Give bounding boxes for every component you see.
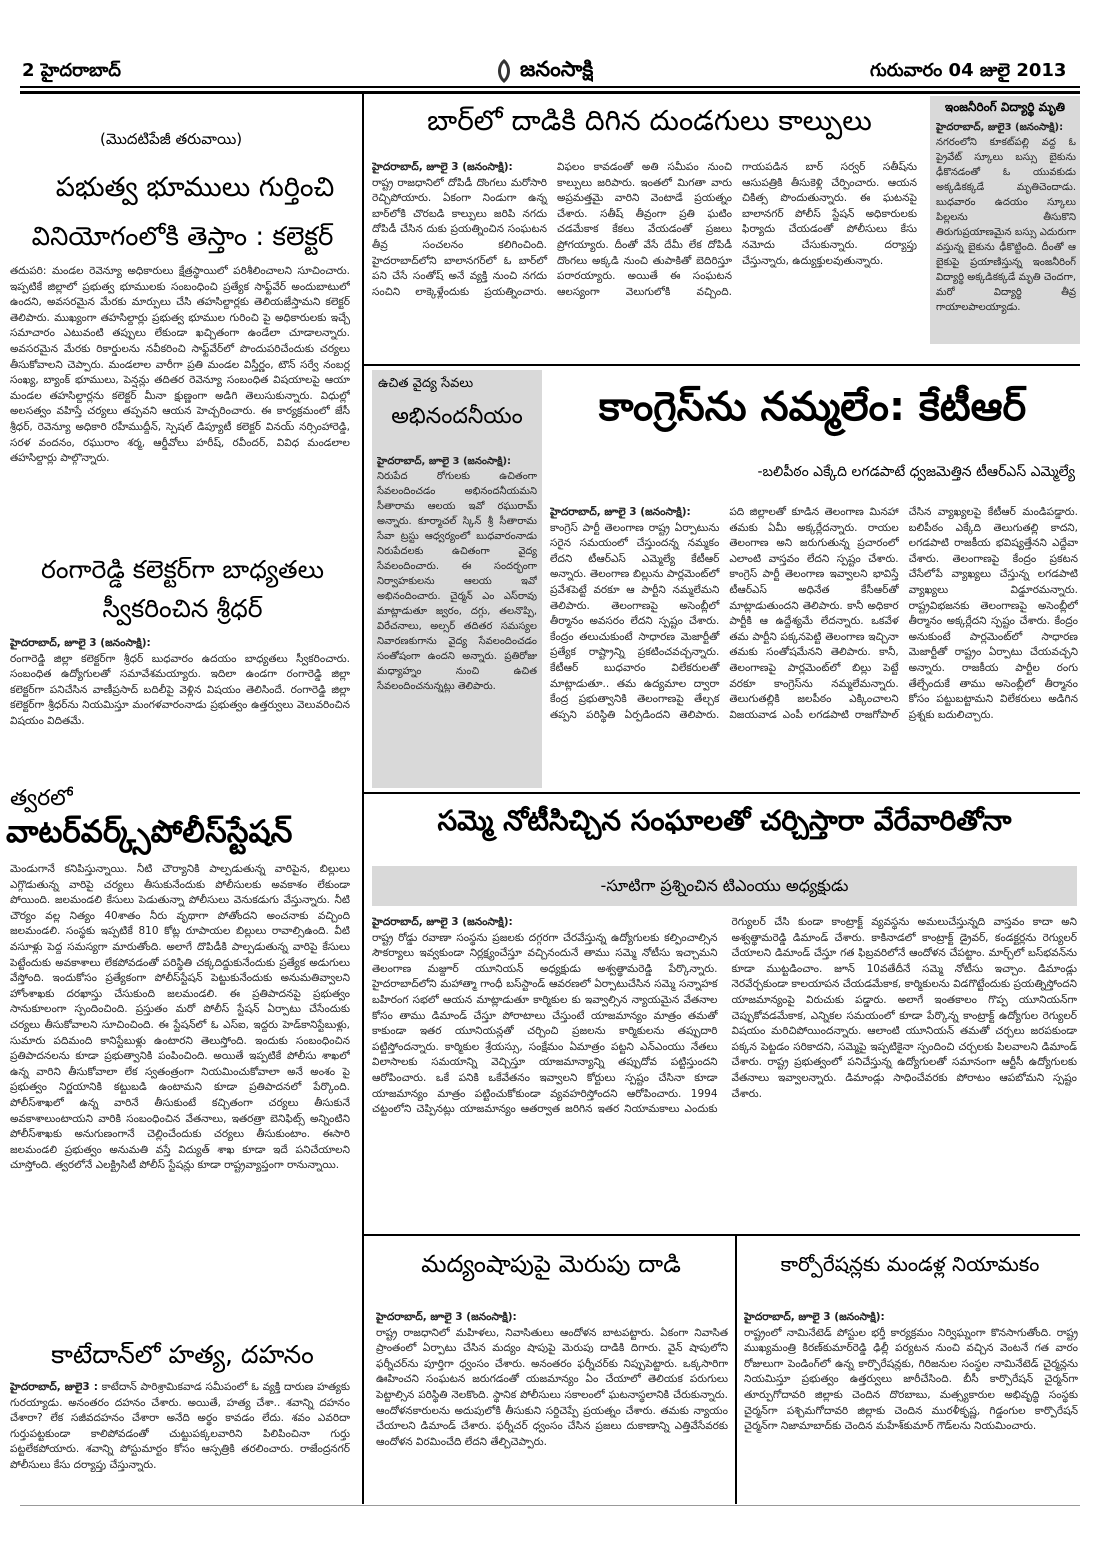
headline-ktr: కాంగ్రెస్‌ను నమ్మలేం: కేటీఆర్ xyxy=(598,384,1027,430)
article-free-medical-dateline: హైదరాబాద్, జూలై 3 (జనంసాక్షి): xyxy=(377,456,512,467)
article-bar-firing-dateline: హైదరాబాద్, జూలై 3 (జనంసాక్షి): xyxy=(372,161,513,173)
section-rule-2 xyxy=(364,792,1080,794)
article-strike-body xyxy=(372,915,1077,1230)
article-liquor-text: రాష్ట్ర రాజధానిలో మహిళలు, నివాసితులు ఆందోళన బాటపట్టారు. ఏకంగా నివాసిత ప్రాంతంలో ఏర్పాటు చేసిన మద్యం షాపుపై మెరుపు దాడికి దిగారు. వైన్ షాపులోని ఫర్నీచర్‌ను పూర్తిగా ధ్వంసం చేశారు. అనంతరం ఫర్నీచర్‌కు నిప్పుపెట్టారు. ఒక్కసారిగా ఊహించని సంఘటన జరుగడంతో యజమాన్యం ఏం చేయాలో తెలియక పరుగులు పెట్టాల్సిన పరిస్థితి నెలకొంది. స్థానిక పోలీసులు సకాలంలో ఘటనాస్థలానికి చేరుకున్నారు. ఆందోళనకారులను అదుపులోకి తీసుకుని సర్దిచెప్పే ప్రయత్నం చేశారు. తమకు న్యాయం చేయాలని డిమాండ్ చేశారు. ఫర్నీచర్ ధ్వంసం చేసిన ప్రజలు దుకాణాన్ని ఎత్తివేసేవరకు ఆందోళన విరమించేది లేదని తేల్చిచెప్పారు. xyxy=(376,1326,728,1448)
subhead-strike: -సూటిగా ప్రశ్నించిన టిఎంయు అధ్యక్షుడు xyxy=(600,876,849,895)
article-strike-text: రాష్ట్ర రోడ్డు రవాణా సంస్థను ప్రజలకు దగ్గరగా చేరవేస్తున్న ఉద్యోగులకు కల్పించాల్సిన సౌకర్యాలు ఇవ్వకుండా నిర్లక్ష్యంచేస్తూ వచ్చినందునే తాము సమ్మె నోటీసు ఇచ్చామని తెలంగాణ మజ్దూర్ యూనియన్ అధ్యక్షుడు అశ్వత్థామరెడ్డి పేర్కొన్నారు. హైదరాబాద్‌లోని మహాత్మా గాంధీ బస్‌స్టాండ్ ఆవరణలో ఏర్పాటుచేసిన సమ్మె సన్నాహక బహిరంగ సభలో ఆయన మాట్లాడుతూ కార్మికుల కు ఇవ్వాల్సిన న్యాయమైన వేతనాల కోసం తాము డిమాండ్ చేస్తూ పోరాటాలు చేస్తుంటే యాజమాన్యం మాత్రం తమతో కాకుండా ఇతర యూనియన్లతో చర్చించి ప్రజలను కార్మికులను తప్పుదారి పట్టిస్తోందన్నారు. కార్మికుల శ్రేయస్సు, సంక్షేమం ఏమాత్రం పట్టని ఎన్ఎంయు నేతలు విలాసాలకు సమయాన్ని వెచ్చిస్తూ యాజమాన్యాన్ని తప్పుదోవ పట్టిస్తుందని ఆరోపించారు. ఒకే పనికి ఒకేవేతనం ఇవ్వాలని కోర్టులు స్పష్టం చేసినా కూడా యాజమాన్యం మాత్రం పట్టించుకోకుండా వ్యవహరిస్తోందని ఆరోపించారు. 1994 చట్టంలోని చెప్పినట్లు యాజమాన్యం ఆతర్వాత జరిగిన ఇతర నియామకాలు ఎందుకు రెగ్యులర్ చేసి కుండా కాంట్రాక్ట్ వ్యవస్థను అమలుచేస్తున్నది వాస్తవం కాదా అని అశ్వత్థామరెడ్డి డిమాండ్ చేశారు. కాకినాడలో కాంట్రాక్ట్ డ్రైవర్, కండక్టర్లను రెగ్యులర్ చేయాలని డిమాండ్ చేస్తూ గత ఫిబ్రవరిలోనే ఆందోళన చేపట్టాం. మార్చ్‌లో బస్‌భవన్‌ను కూడా ముట్టడించాం. జూన్ 10వతేదీనే సమ్మె నోటీసు ఇచ్చాం. డిమాండ్లు నెరవేర్చకుండా కాలయాపన చేయడమేకాక, కార్మికులను విడగొట్టేందుకు ప్రయత్నిస్తోందని యాజమాన్యంపై విరుచుకు పడ్డారు. అలాగే ఇంతకాలం గొప్ప యూనియన్‌గా చెప్పుకోవడమేకాక, ఎన్నికల సమయంలో కూడా పేర్కొన్న కాంట్రాక్ట్ ఉద్యోగుల రెగ్యులర్ విషయం మరిచిపోయిందన్నారు. ఆలాంటి యూనియన్ తమతో చర్చలు జరపకుండా పక్కన పెట్టడం సరికాదని, సమ్మెపై ఇప్పటికైనా స్పందించి చర్చలకు పిలవాలని డిమాండ్ చేశారు. రాష్ట్ర ప్రభుత్వంలో పనిచేస్తున్న ఉద్యోగులతో సమానంగా ఆర్టీసీ ఉద్యోగులకు వేతనాలు ఇవ్వాలన్నారు. డిమాండ్లు సాధించేవరకు పోరాటం ఆపబోమని స్పష్టం చేశారు. xyxy=(372,916,1077,1116)
article-katedan-body xyxy=(10,1380,350,1505)
article-engineering-text: నగరంలోని కూకట్‌పల్లి వద్ద ఓ ప్రైవేట్ స్కూలు బస్సు బైకును ఢీకొనడంతో ఓ యువకుడు అక్కడికక్కడే మృతిచెందాడు. బుధవారం ఉదయం స్కూలు పిల్లలను తీసుకొని తిరుగుప్రయాణమైన బస్సు ఎదురుగా వస్తున్న బైకును ఢీకొట్టింది. దీంతో ఆ బైకుపై ప్రయాణిస్తున్న ఇంజనీరింగ్ విద్యార్థి అక్కడికక్కడే మృతి చెందగా, మరో విద్యార్థి తీవ్ర గాయాలపాలయ్యాడు. xyxy=(936,137,1076,313)
article-govt-lands-body: తదుపరి: మండల రెవెన్యూ అధికారులు క్షేత్రస్థాయిలో పరిశీలించాలని సూచించారు. ఇప్పటికే జిల్లాలో ప్రభుత్వ భూములకు సంబంధించి ప్రత్యేక సాఫ్ట్‌వేర్ అందుబాటులో ఉందని, అవసరమైన మేరకు మార్పులు చేసి తహసిల్దార్లకు తెలియజేస్తామని కలెక్టర్ తెలిపారు. ముఖ్యంగా తహసిల్దార్లు ప్రభుత్వ భూముల గురించి పై అధికారులకు ఇచ్చే సమాచారం ఎటువంటి తప్పులు లేకుండా ఖచ్చితంగా ఉండేలా చూడాలన్నారు. అవసరమైన మేరకు రికార్డులను నవీకరించి సాఫ్ట్‌వేర్‌లో పొందుపరిచేందుకు చర్యలు తీసుకోవాలని చెప్పారు. మండలాల వారీగా ప్రతి మండల విస్తీర్ణం, టౌన్ సర్వే నంబర్ల సంఖ్య, బ్యాంక్ భూములు, పెన్షన్లు తదితర రెవెన్యూ సంబంధిత విషయాలపై ఆయా మండల తహసిల్దార్లను కలెక్టర్ మీనా క్షుణ్ణంగా అడిగి తెలుసుకున్నారు. విధుల్లో అలసత్వం వహిస్తే చర్యలు తప్పవని ఆయన హెచ్చరించారు. ఈ కార్యక్రమంలో జేసీ శ్రీధర్, రెవెన్యూ అధికారి రహీముద్దీన్, స్పెషల్ డిప్యూటీ కలెక్టర్ వినయ్ నర్సింహారెడ్డి, సరళ వందనం, రఘురాం శర్మ, ఆర్డీవోలు హరీష్, రవీందర్, వివిధ మండలాల తహసిల్దార్లు పాల్గొన్నారు. xyxy=(10,265,350,465)
article-katedan-dateline: హైదరాబాద్, జులై3 : xyxy=(10,1381,98,1393)
article-katedan-text: కాటేదాన్ పారిశ్రామికవాడ సమీపంలో ఓ వ్యక్తి దారుణ హత్యకు గురయ్యాడు. అనంతరం దహనం చేశారు. అయితే, హత్య చేశా.. శవాన్ని దహనం చేశారా? లేక సజీవదహనం చేశారా అనేది అర్థం కావడం లేదు. శవం ఎవరిదా గుర్తుపట్టకుండా కాలిపోవడంతో చుట్టుపక్కలవారిని పిలిపించినా గుర్తు పట్టలేకపోయారు. శవాన్ని పోస్టుమార్టం కోసం ఆస్పత్రికి తరలించారు. రాజేంద్రనగర్ పోలీసులు కేసు దర్యాప్తు చేస్తున్నారు. xyxy=(10,1381,350,1471)
article-bar-firing-text: రాష్ట్ర రాజధానిలో దోపిడీ దొంగలు మరోసారి రెచ్చిపోయారు. ఏకంగా నిండుగా ఉన్న బార్‌లోకి చొరబడి కాల్పులు జరిపి నగదు దోపిడీ చేసిన దుకు ప్రయత్నించిన సంఘటన తీవ్ర సంచలనం కలిగించింది. హైదరాబాద్‌లోని బాలానగర్‌లో ఓ బార్‌లో పని చేసే సంతోష్ అనే వ్యక్తి నుంచి నగదు సంచిని లాక్కెళ్లేందుకు ప్రయత్నించారు. విఫలం కావడంతో అతి సమీపం నుంచి కాల్పులు జరిపారు. ఇంతలో మిగతా వారు అప్రమత్తమై వారిని వెంటాడే ప్రయత్నం చేశారు. సతీష్ తీవ్రంగా ప్రతి ఘటిం చడమేకాక కేకలు వేయడంతో ప్రజలు ప్రోగయ్యారు. దీంతో వేసే దేమీ లేక దోపిడీ దొంగలు అక్కడి నుంచి తుపాకితో బెదిరిస్తూ పరారయ్యారు. అయితే ఈ సంఘటన ఆలస్యంగా వెలుగులోకి వచ్చింది. గాయపడిన బార్ సర్వర్ సతీష్‌ను ఆసుపత్రికి తీసుకెళ్లి చేర్పించారు. ఆయన చికిత్స పొందుతున్నారు. ఈ ఘటనపై బాలానగర్ పోలీస్ స్టేషన్ అధికారులకు ఫిర్యాదు చేయడంతో పోలీసులు కేసు నమోదు చేసుకున్నారు. దర్యాప్తు చేస్తున్నారు, ఉద్యుక్తులవుతున్నారు. xyxy=(372,161,917,298)
headline-govt-lands-2: వినియోగంలోకి తెస్తాం : కలెక్టర్ xyxy=(31,222,334,252)
continued-note: (మొదటిపేజీ తరువాయి) xyxy=(100,130,243,148)
subhead-ktr: -బలిపీఠం ఎక్కేది లగడపాటే ధ్వజమెత్తిన టీఆర్ఎస్ ఎమ్మెల్యే xyxy=(757,464,1075,480)
masthead-title: జనంసాక్షి xyxy=(520,57,594,81)
headline-katedan: కాటేదాన్‌లో హత్య, దహనం xyxy=(51,1340,314,1369)
article-waterworks-body: మెండుగానే కనిపిస్తున్నాయి. నీటి చౌర్యానికి పాల్పడుతున్న వారిపైన, బిల్లులు ఎగ్గొడుతున్న వారిపై చర్యలు తీసుకునేందుకు పోలీసులకు అవకాశం లేకుండా పోయింది. జలమండలి కేసులు పెడుతున్నా పోలీసులు వెనుకడుగు వేస్తున్నారు. నీటి చౌర్యం వల్ల నిత్యం 40శాతం నీరు వృథాగా పోతోందని అంచనాకు వచ్చింది జలమండలి. సంస్థకు ఇప్పటికే 810 కోట్ల రూపాయల బిల్లులు రావాల్సిఉంది. వీటి వసూళ్లు పెద్ద సమస్యగా మారుతోంది. అలాగే దొపిడీకి పాల్పడుతున్న వారిపై కేసులు పెట్టేందుకు అవకాశాలు లేకపోవడంతో పరిస్థితి చక్కదిద్దుకునేందుకు ప్రత్యేక అడుగులు వేస్తోంది. ఇందుకోసం ప్రత్యేకంగా పోలీస్‌స్టేషన్ పెట్టుకునేందుకు అనుమతివ్వాలని హోంశాఖకు దరఖాస్తు చేసుకుంది జలమండలి. ఈ ప్రతిపాదనపై ప్రభుత్వం సానుకూలంగా స్పందించింది. ప్రస్తుతం మరో పోలీస్ స్టేషన్ ఏర్పాటు చేసేందుకు చర్యలు తీసుకోవాలని సూచించింది. ఈ స్టేషన్‌లో ఓ ఎస్ఐ, ఇద్దరు హెడ్‌కానిస్టేబుళ్లు, సుమారు పదిమంది కానిస్టేబుళ్లు ఉంటారని తెలుస్తోంది. ఇందుకు సంబంధించిన ప్రతిపాదనలను కూడా ప్రభుత్వానికి పంపించింది. అయితే ఇప్పటికే పోలీసు శాఖలో ఉన్న వారిని తీసుకోవాలా లేక స్వతంత్రంగా నియమించుకోవాలా అనే అంశం పై ప్రభుత్వం నిర్ణయానికి కట్టుబడి ఉంటామని కూడా ప్రతిపాదనలో పేర్కొంది. పోలీస్‌శాఖలో ఉన్న వారినే తీసుకుంటే కచ్చితంగా చర్యలు తీసుకునే అవకాశాలుంటాయని వారికి సంబంధించిన వేతనాలు, ఇతరత్రా బెనిఫిట్స్ అన్నింటిని పోలీస్‌శాఖకు అనుగుణంగానే చెల్లించేందుకు చర్యలు తీసుకుంటాం. ఈసారి జలమండలి ప్రభుత్వం అనుమతి వస్తే విద్యుత్ శాఖ కూడా ఇదే పనిచేయాలని చూస్తోంది. త్వరలోనే ఎలక్ట్రిసిటీ పోలీస్ స్టేషన్లు కూడా రాష్ట్రవ్యాప్తంగా రానున్నాయి. xyxy=(10,863,350,1172)
headline-strike: సమ్మె నోటీసిచ్చిన సంఘాలతో చర్చిస్తారా వేరేవారితోనా xyxy=(437,804,1012,837)
article-engineering-body xyxy=(936,120,1076,340)
kicker-waterworks: త్వరలో xyxy=(10,786,73,811)
article-engineering-dateline: హైదరాబాద్, జులై3 (జనంసాక్షి): xyxy=(936,122,1064,133)
article-strike-dateline: హైదరాబాద్, జూలై 3 (జనంసాక్షి): xyxy=(372,916,513,928)
masthead-logo xyxy=(492,55,642,87)
headline-engineering-death: ఇంజనీరింగ్ విద్యార్థి మృతి xyxy=(944,100,1066,114)
article-ktr-text: కాంగ్రెస్ పార్టీ తెలంగాణ రాష్ట్ర ఏర్పాటును సరైన సమయంలో చేస్తుందన్న నమ్మకం లేదని టీఆర్ఎస్ ఎమ్మెల్యే కేటీఆర్ అన్నారు. తెలంగాణ బిల్లును పార్లమెంట్‌లో ప్రవేశపెట్టే వరకూ ఆ పార్టీని నమ్మలేమని తెలిపారు. తెలంగాణపై అసెంబ్లీలో తీర్మానం అవసరం లేదని స్పష్టం చేశారు. కేంద్రం తలుచుకుంటే సాధారణ మెజార్టీతో ప్రత్యేక రాష్ట్రాన్ని ప్రకటించవచ్చన్నారు. కేటీఆర్ బుధవారం విలేకరులతో మాట్లాడుతూ.. తమ ఉద్యమాల ద్వారా కేంద్ర ప్రభుత్వానికి తెలంగాణపై తేల్చక తప్పని పరిస్థితి ఏర్పడిందని తెలిపారు. పది జిల్లాలతో కూడిన తెలంగాణ మినహా తమకు ఏమీ అక్కర్లేదన్నారు. రాయల తెలంగాణ అని జరుగుతున్న ప్రచారంలో ఎలాంటి వాస్తవం లేదని స్పష్టం చేశారు. కాంగ్రెస్ పార్టీ తెలంగాణ ఇవ్వాలని భావిస్తే టీఆర్ఎస్ అధినేత కేసీఆర్‌తో మాట్లాడుతుందని తెలిపారు. కానీ అధికార పార్టీకి ఆ ఉద్దేశ్యమే లేదన్నారు. ఒకవేళ తమ పార్టీని పక్కనపెట్టి తెలంగాణ ఇచ్చినా తమకు సంతోషమేనని తెలిపారు. కానీ, తెలంగాణపై పార్లమెంట్‌లో బిల్లు పెట్టే వరకూ కాంగ్రెస్‌ను నమ్మలేమన్నారు. తెలుగుతల్లికి జలపీఠం ఎక్కించాలని విజయవాడ ఎంపీ లగడపాటి రాజగోపాల్ చేసిన వ్యాఖ్యలపై కేటీఆర్ మండిపడ్డారు. బలిపీఠం ఎక్కేది తెలుగుతల్లి కాదని, లగడపాటి రాజకీయ భవిష్యత్తేనని ఎద్దేవా చేశారు. తెలంగాణపై కేంద్రం ప్రకటన చేసేలోపే వ్యాఖ్యలు చేస్తున్న లగడపాటి వ్యాఖ్యలు విడ్డూరమన్నారు. రాష్ట్రవిభజనకు తెలంగాణపై అసెంబ్లీలో తీర్మానం అక్కర్లేదని స్పష్టం చేశారు. కేంద్రం అనుకుంటే పార్లమెంట్‌లో సాధారణ మెజార్టీతో రాష్ట్రం ఏర్పాటు చేయవచ్చని అన్నారు. రాజకీయ పార్టీల రంగు తేల్చేందుకే తాము అసెంబ్లీలో తీర్మానం కోసం పట్టుబట్టామని విలేకరులు అడిగిన ప్రశ్నకు బదులిచ్చారు. xyxy=(550,506,1078,721)
headline-waterworks: వాటర్‌వర్క్స్‌పోలీస్‌స్టేషన్ xyxy=(6,814,293,850)
article-free-medical-body xyxy=(377,454,537,784)
headline-liquor-raid: మద్యంషాపుపై మెరుపు దాడి xyxy=(421,1250,681,1278)
headline-rangareddy-2: స్వీకరించిన శ్రీధర్ xyxy=(102,594,263,623)
article-corporations-body xyxy=(744,1310,1078,1505)
column-divider-bottom xyxy=(735,1234,737,1504)
headline-free-medical: అభినందనీయం xyxy=(391,404,523,429)
article-bar-firing-body xyxy=(372,160,917,360)
headline-bar-firing: బార్‌లో దాడికి దిగిన దుండగులు కాల్పులు xyxy=(427,104,872,137)
page-place: 2 హైదరాబాద్ xyxy=(22,60,121,81)
logo-emblem-icon xyxy=(492,57,516,85)
article-rangareddy-dateline: హైదరాబాద్, జూలై 3 (జనంసాక్షి): xyxy=(10,637,151,649)
article-rangareddy-body xyxy=(10,636,350,776)
footer-rule xyxy=(20,1505,1080,1506)
column-divider-left xyxy=(362,94,364,1504)
section-rule-1 xyxy=(364,364,1080,366)
article-corporations-text: రాష్ట్రంలో నామినేటెడ్ పోస్టుల భర్తీ కార్యక్రమం నిర్విఘ్నంగా కొనసాగుతోంది. రాష్ట్ర ముఖ్యమంత్రి కిరణ్‌కుమార్‌రెడ్డి ఢిల్లీ పర్యటన నుంచి వచ్చిన వెంటనే గత వారం రోజులుగా పెండింగ్‌లో ఉన్న కార్పొరేషన్లకు, గిరిజనుల సంస్థల నామినేటెడ్ చైర్మన్లను నియమిస్తూ ప్రభుత్వం ఉత్తర్వులు జారీచేసింది. బీసీ కార్పొరేషన్ చైర్మన్‌గా తూర్పుగోదావరి జిల్లాకు చెందిన దొరబాబు, మత్స్యకారుల అభివృద్ధి సంస్థకు చైర్మన్‌గా పశ్చిమగోదావరి జిల్లాకు చెందిన మురళీకృష్ణ, గిడ్డంగుల కార్పొరేషన్ చైర్మన్‌గా నిజామాబాద్‌కు చెందిన మహేశ్‌కుమార్ గౌడ్‌లను నియమించారు. xyxy=(744,1326,1078,1433)
article-free-medical-text: నిరుపేద రోగులకు ఉచితంగా సేవలందించడం అభినందనీయమని సీతారామ ఆలయ ఇవో రఘురామ్ అన్నారు. కూర్మాచల్ స్కిన్ శ్రీ సీతారామ సేవా ట్రస్టు ఆధ్వర్యంలో బుధవారంనాడు నిరుపేదలకు ఉచితంగా వైద్య సేవలందించారు. ఈ సందర్భంగా నిర్వాహకులను ఆలయ ఇవో అభినందించారు. చైర్మన్ ఎం ఎస్‌రావు మాట్లాడుతూ జ్వరం, దగ్గు, తలనొప్పి, విరేచనాలు, అల్సర్ తదితర సమస్యల నివారణకుగాను వైద్య సేవలందించడం సంతోషంగా ఉందని అన్నారు. ప్రతిరోజు మధ్యాహ్నం నుంచి ఉచిత సేవలందించనున్నట్లు తెలిపారు. xyxy=(377,471,537,692)
page-header xyxy=(0,0,1100,100)
header-rule-top xyxy=(20,86,1080,88)
kicker-free-medical: ఉచిత వైద్య సేవలు xyxy=(378,376,474,391)
article-corporations-dateline: హైదరాబాద్, జూలై 3 (జనంసాక్షి): xyxy=(744,1311,885,1323)
article-ktr-dateline: హైదరాబాద్, జూలై 3 (జనంసాక్షి): xyxy=(550,506,691,518)
article-rangareddy-text: రంగారెడ్డి జిల్లా కలెక్టర్‌గా శ్రీధర్ బుధవారం ఉదయం బాధ్యతలు స్వీకరించారు. సంబంధిత ఉద్యోగులతో సమావేశమయ్యారు. ఇదిలా ఉండగా రంగారెడ్డి జిల్లా కలెక్టర్‌గా పనిచేసిన వాణీప్రసాద్ బదిలీపై వెళ్లిన విషయం తెలిసిందే. రంగారెడ్డి జిల్లా కలెక్టర్‌గా శ్రీధర్‌ను నియమిస్తూ మంగళవారంనాడు ప్రభుత్వం ఉత్తర్వులు వెలువరించిన విషయం విదితమే. xyxy=(10,652,350,727)
headline-govt-lands-1: పభుత్వ భూములు గుర్తించి xyxy=(55,172,335,203)
headline-corporations: కార్పోరేషన్లకు మండళ్ల నియామకం xyxy=(780,1252,1040,1276)
article-liquor-dateline: హైదరాబాద్, జూలై 3 (జనంసాక్షి): xyxy=(376,1311,517,1323)
issue-date: గురువారం 04 జులై 2013 xyxy=(870,60,1067,81)
section-rule-3 xyxy=(364,1234,1080,1236)
header-rule-bottom xyxy=(20,91,1080,94)
article-ktr-body xyxy=(550,505,1078,787)
headline-rangareddy-1: రంగారెడ్డి కలెక్టర్‌గా బాధ్యతలు xyxy=(41,555,324,584)
article-liquor-body xyxy=(376,1310,728,1505)
